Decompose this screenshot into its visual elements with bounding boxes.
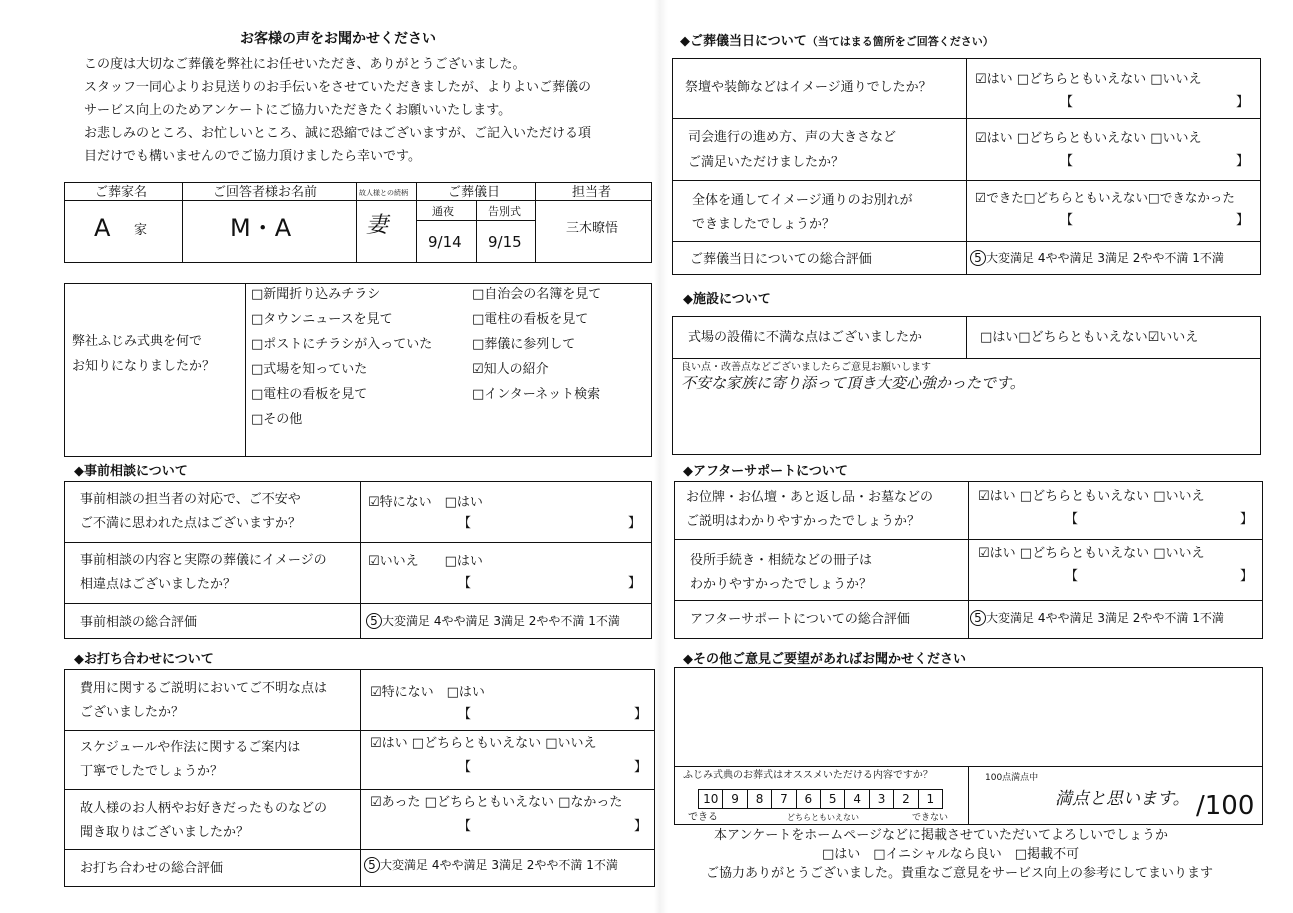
scale-6[interactable]: 6 <box>797 790 821 808</box>
pre-q2-answer[interactable]: ☑いいえ □はい <box>368 554 483 569</box>
meet-total-rating[interactable]: 5 大変満足 4やや満足 3満足 2やや不満 1不満 <box>364 857 618 873</box>
day-q2-answer[interactable]: ☑はい □どちらともいえない □いいえ <box>975 131 1202 146</box>
option-newspaper[interactable]: □新聞折り込みチラシ <box>251 287 381 302</box>
meeting-title: ◆お打ち合わせについて <box>74 652 214 667</box>
pre-q2-line-1: 事前相談の内容と実際の葬儀にイメージの <box>80 553 327 568</box>
intro-line-3: サービス向上のためアンケートにご協力いただきたくお願いいたします。 <box>84 103 512 118</box>
pre-q1-line-2: ご不満に思われた点はございますか？ <box>80 516 302 531</box>
facility-comment-label: 良い点・改善点などございましたらご意見お願いします <box>681 362 931 373</box>
pre-total-rating[interactable]: 5 大変満足 4やや満足 3満足 2やや不満 1不満 <box>366 613 620 629</box>
option-internet[interactable]: □インターネット検索 <box>472 387 601 402</box>
scale-5[interactable]: 5 <box>821 790 845 808</box>
facility-q1: 式場の設備に不満な点はございましたか <box>688 330 923 345</box>
family-name-value: A <box>94 214 111 242</box>
scale-3[interactable]: 3 <box>870 790 894 808</box>
score-suffix: /100 <box>1196 791 1255 821</box>
meet-q3-answer[interactable]: ☑あった □どちらともいえない □なかった <box>370 795 623 810</box>
other-title: ◆その他ご意見ご要望があればお聞かせください <box>683 652 966 667</box>
option-other[interactable]: □その他 <box>251 412 303 427</box>
wake-date-value: 9/14 <box>428 233 462 251</box>
closing-message: ご協力ありがとうございました。貴重なご意見をサービス向上の参考にしてまいります <box>706 866 1214 881</box>
day-q3-answer[interactable]: ☑できた□どちらともいえない□できなかった <box>975 190 1235 205</box>
meet-q3-line-1: 故人様のお人柄やお好きだったものなどの <box>80 801 328 816</box>
after-q2-line-2: わかりやすかったでしょうか？ <box>690 577 873 592</box>
day-total-label: ご葬儀当日についての総合評価 <box>690 252 872 267</box>
scale-4[interactable]: 4 <box>845 790 869 808</box>
survey-title: お客様の声をお聞かせください <box>240 31 436 47</box>
recommend-scale <box>698 789 943 809</box>
meet-total-label: お打ち合わせの総合評価 <box>80 861 224 876</box>
staff-value: 三木暸悟 <box>566 221 619 236</box>
meet-q1-answer[interactable]: ☑特にない □はい <box>370 685 485 700</box>
facility-comment: 不安な家族に寄り添って頂き大変心強かったです。 <box>681 374 1025 392</box>
scale-8[interactable]: 8 <box>748 790 772 808</box>
option-referral[interactable]: ☑知人の紹介 <box>472 362 549 377</box>
day-total-rating[interactable]: 5 大変満足 4やや満足 3満足 2やや不満 1不満 <box>970 250 1224 266</box>
intro-line-4: お悲しみのところ、お忙しいところ、誠に恐縮ではございますが、ご記入いただける項 <box>84 126 592 141</box>
scale-7[interactable]: 7 <box>772 790 796 808</box>
scale-9[interactable]: 9 <box>723 790 747 808</box>
after-q2-line-1: 役所手続き・相続などの冊子は <box>690 553 873 568</box>
meet-q1-line-2: ございましたか？ <box>80 705 185 720</box>
header-funeral: 告別式 <box>488 205 521 218</box>
header-relation: 故人様との続柄 <box>359 189 408 197</box>
intro-line-5: 目だけでも構いませんのでご協力頂けましたら幸いです。 <box>84 149 421 164</box>
pre-total-label: 事前相談の総合評価 <box>80 615 198 630</box>
meet-q2-answer[interactable]: ☑はい □どちらともいえない □いいえ <box>370 736 597 751</box>
scale-right-label: できない <box>912 813 949 823</box>
score-note: 100点満点中 <box>985 773 1039 783</box>
respondent-value: M・A <box>230 214 292 242</box>
day-q3-line-1: 全体を通してイメージ通りのお別れが <box>692 193 913 208</box>
meet-q1-line-1: 費用に関するご説明においてご不明な点は <box>80 681 328 696</box>
day-q3-line-2: できましたでしょうか？ <box>692 217 836 232</box>
after-q2-answer[interactable]: ☑はい □どちらともいえない □いいえ <box>978 546 1205 561</box>
meet-q3-line-2: 聞き取りはございましたか？ <box>80 825 250 840</box>
pre-consult-title: ◆事前相談について <box>74 464 188 479</box>
funeral-date-value: 9/15 <box>488 233 522 251</box>
after-q1-line-2: ご説明はわかりやすかったでしょうか？ <box>686 514 921 529</box>
publish-options[interactable]: □はい □イニシャルなら良い □掲載不可 <box>822 847 1080 862</box>
after-support-title: ◆アフターサポートについて <box>683 464 848 479</box>
scale-10[interactable]: 10 <box>699 790 723 808</box>
publish-question: 本アンケートをホームページなどに掲載させていただいてよろしいでしょうか <box>714 828 1168 843</box>
header-wake: 通夜 <box>432 205 454 218</box>
option-attended-funeral[interactable]: □葬儀に参列して <box>472 337 576 352</box>
header-date: ご葬儀日 <box>448 185 501 200</box>
facility-q1-answer[interactable]: □はい□どちらともいえない☑いいえ <box>980 330 1199 345</box>
day-q1: 祭壇や装飾などはイメージ通りでしたか？ <box>685 80 932 95</box>
page-fold <box>654 0 668 913</box>
pre-q1-line-1: 事前相談の担当者の対応で、ご不安や <box>80 492 301 507</box>
after-q1-line-1: お位牌・お仏壇・あと返し品・お墓などの <box>686 490 934 505</box>
after-total-label: アフターサポートについての総合評価 <box>690 612 910 627</box>
pre-q2-line-2: 相違点はございましたか？ <box>80 577 237 592</box>
meet-q2-line-1: スケジュールや作法に関するご案内は <box>80 740 301 755</box>
scale-2[interactable]: 2 <box>894 790 918 808</box>
how-known-question-2: お知りになりましたか？ <box>72 359 216 374</box>
day-q2-line-1: 司会進行の進め方、声の大きさなど <box>688 130 897 145</box>
after-total-rating[interactable]: 5 大変満足 4やや満足 3満足 2やや不満 1不満 <box>970 610 1224 626</box>
score-comment: 満点と思います。 <box>1055 789 1190 809</box>
option-town-news[interactable]: □タウンニュースを見て <box>251 312 393 327</box>
option-pole-sign[interactable]: □電柱の看板を見て <box>472 312 589 327</box>
option-mailbox-flyer[interactable]: □ポストにチラシが入っていた <box>251 337 433 352</box>
recommend-question: ふじみ式典のお葬式はオススメいただける内容ですか？ <box>683 770 933 781</box>
day-q2-line-2: ご満足いただけましたか？ <box>688 155 845 170</box>
header-family: ご葬家名 <box>95 185 148 200</box>
day-q1-answer[interactable]: ☑はい □どちらともいえない □いいえ <box>975 72 1202 87</box>
intro-line-1: この度は大切なご葬儀を弊社にお任せいただき、ありがとうございました。 <box>84 57 526 72</box>
meet-q2-line-2: 丁寧でしたでしょうか？ <box>80 764 224 779</box>
intro-line-2: スタッフ一同心よりお見送りのお手伝いをさせていただきましたが、よりよいご葬儀の <box>84 80 592 95</box>
after-q1-answer[interactable]: ☑はい □どちらともいえない □いいえ <box>978 489 1205 504</box>
header-staff: 担当者 <box>572 185 612 200</box>
how-known-question-1: 弊社ふじみ式典を何で <box>72 334 203 349</box>
option-pole-sign-2[interactable]: □電柱の看板を見て <box>251 387 368 402</box>
facility-title: ◆施設について <box>683 292 771 307</box>
option-neighborhood-list[interactable]: □自治会の名簿を見て <box>472 287 602 302</box>
scale-left-label: できる <box>688 812 718 823</box>
option-knew-venue[interactable]: □式場を知っていた <box>251 362 368 377</box>
scale-1[interactable]: 1 <box>926 792 935 806</box>
header-respondent: ご回答者様お名前 <box>213 185 318 200</box>
relation-value: 妻 <box>366 213 389 238</box>
pre-q1-answer[interactable]: ☑特にない □はい <box>368 495 483 510</box>
family-suffix: 家 <box>134 223 148 238</box>
scale-mid-label: どちらともいえない <box>787 813 859 822</box>
funeral-day-title: ◆ご葬儀当日について（当てはまる箇所をご回答ください） <box>680 34 994 49</box>
info-table <box>64 182 652 263</box>
